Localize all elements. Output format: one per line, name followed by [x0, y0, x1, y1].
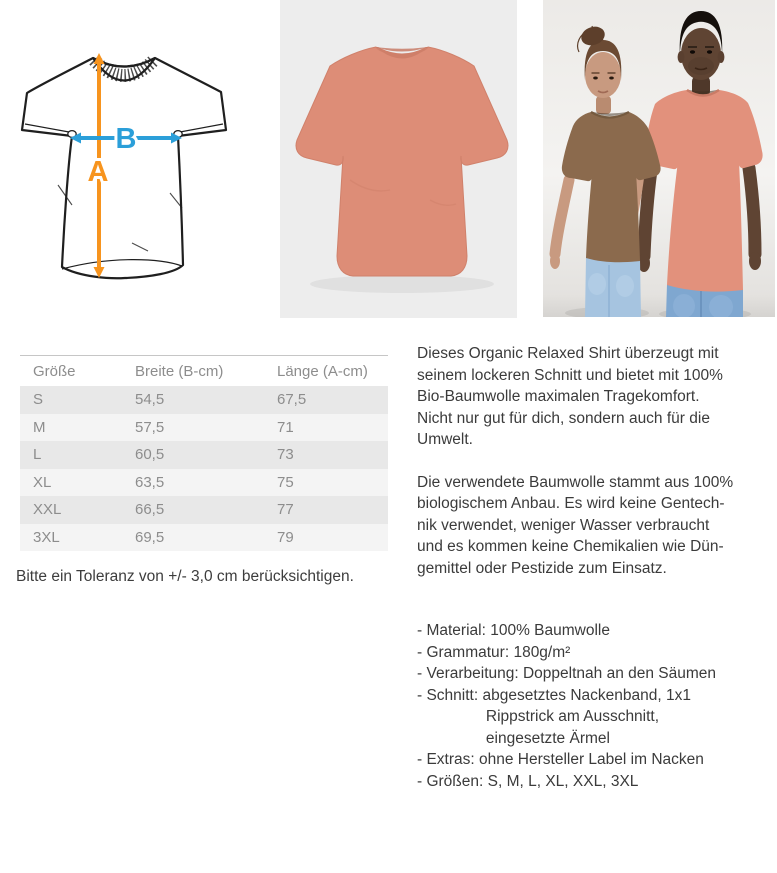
cell-width: 57,5: [135, 418, 165, 436]
spec-line: - Verarbeitung: Doppeltnah an den Säumen: [417, 665, 717, 682]
size-table-body: [20, 386, 388, 551]
spec-line: - Größen: S, M, L, XL, XXL, 3XL: [417, 772, 639, 790]
size-measurement-diagram: [10, 45, 242, 287]
cell-size: XL: [33, 473, 52, 491]
description-paragraph-1: [417, 343, 775, 451]
size-table-row: [20, 496, 388, 524]
description-paragraph-2: [417, 472, 775, 580]
text-line: Bio-Baumwolle maximalen Tragekomfort.: [417, 388, 700, 405]
text-line: Umwelt.: [417, 431, 473, 448]
spec-line: - Schnitt: abgesetztes Nackenband, 1x1: [417, 686, 691, 704]
size-table-row: [20, 414, 388, 442]
text-line: gemittel oder Pestizide zum Einsatz.: [417, 559, 667, 577]
label-a: A: [87, 156, 109, 188]
cell-size: L: [33, 446, 42, 464]
text-line: biologischem Anbau. Es wird keine Gentech-: [417, 495, 725, 512]
size-table-row: [20, 386, 388, 414]
text-line: Dieses Organic Relaxed Shirt überzeugt mit: [417, 345, 719, 362]
cell-width: 60,5: [135, 446, 165, 464]
spec-line: eingesetzte Ärmel: [417, 729, 610, 747]
label-b: B: [115, 123, 137, 155]
product-photo: [280, 0, 517, 318]
cell-width: 69,5: [135, 528, 165, 546]
cell-width: 54,5: [135, 391, 165, 409]
cell-length: 75: [277, 473, 294, 491]
flat-tshirt-image: [280, 0, 517, 318]
man-left-arm: [644, 170, 651, 256]
spec-line: Rippstrick am Ausschnitt,: [417, 708, 660, 725]
text-line: und es kommen keine Chemikalien wie Dün-: [417, 538, 724, 555]
cell-width: 63,5: [135, 473, 165, 491]
text-line: seinem lockeren Schnitt und bietet mit 100%: [417, 366, 723, 384]
product-spec-list: [417, 620, 775, 792]
man-right-arm: [749, 168, 755, 254]
size-table-header: [20, 356, 388, 386]
text-line: Nicht nur gut für dich, sondern auch für die: [417, 409, 710, 427]
column-header-size: Größe: [33, 362, 76, 380]
text-line: nik verwendet, weniger Wasser verbraucht: [417, 516, 710, 534]
spec-line: - Material: 100% Baumwolle: [417, 622, 610, 639]
cell-length: 71: [277, 418, 294, 436]
cell-width: 66,5: [135, 501, 165, 519]
models-photo: [543, 0, 775, 317]
size-table-row: [20, 524, 388, 552]
column-header-length: Länge (A-cm): [277, 362, 368, 380]
models-illustration: [543, 0, 775, 317]
cell-size: 3XL: [33, 528, 60, 546]
size-table: [20, 355, 388, 551]
size-table-row: [20, 441, 388, 469]
text-line: Die verwendete Baumwolle stammt aus 100%: [417, 473, 734, 491]
tshirt-body: [296, 47, 508, 276]
cell-length: 73: [277, 446, 294, 464]
cell-length: 77: [277, 501, 294, 519]
spec-line: - Extras: ohne Hersteller Label im Nacken: [417, 751, 704, 768]
size-table-row: [20, 469, 388, 497]
cell-length: 79: [277, 528, 294, 546]
column-header-width: Breite (B-cm): [135, 362, 224, 380]
product-description: [417, 343, 775, 792]
cell-size: XXL: [33, 501, 62, 519]
tolerance-note: Bitte ein Toleranz von +/- 3,0 cm berücksichtigen.: [16, 568, 354, 585]
tshirt-outline-drawing: [22, 58, 226, 278]
cell-length: 67,5: [277, 391, 307, 409]
cell-size: M: [33, 418, 46, 436]
cell-size: S: [33, 391, 44, 409]
spec-line: - Grammatur: 180g/m²: [417, 643, 571, 661]
